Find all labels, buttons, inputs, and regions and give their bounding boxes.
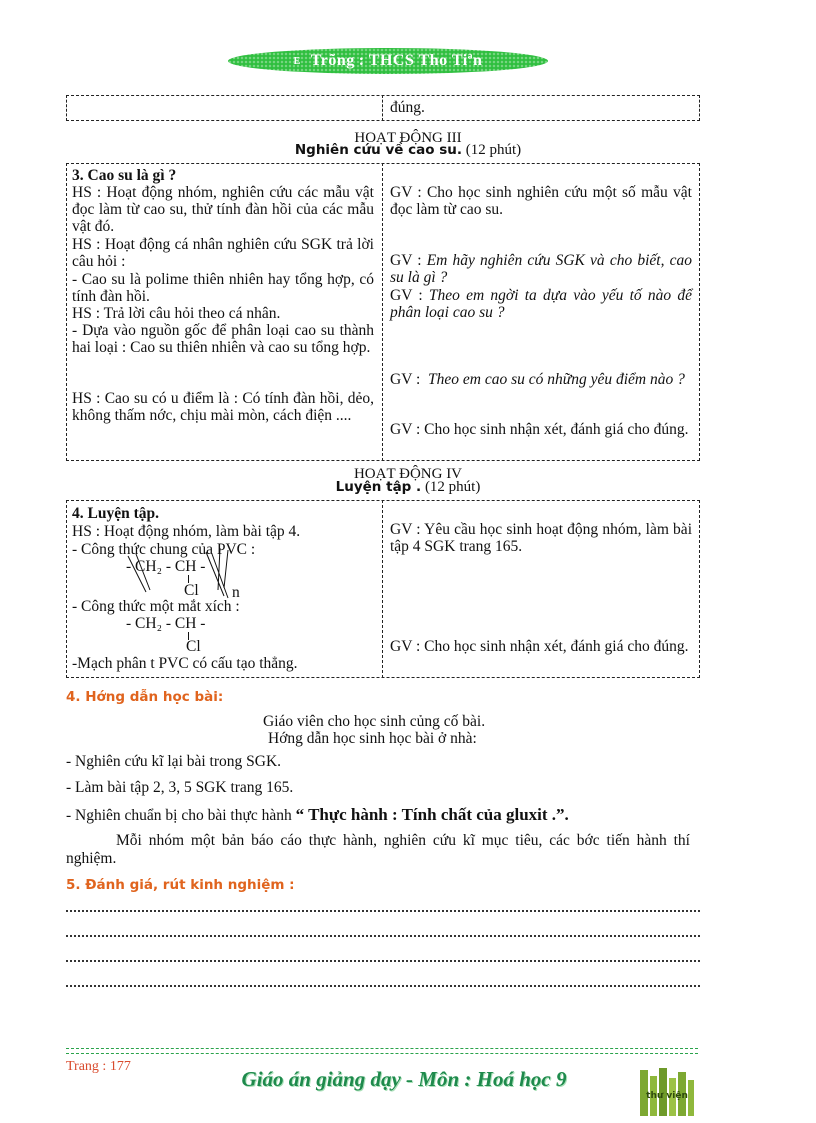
section3-right-q3: Theo em cao su có những yêu điểm nào ? (428, 371, 685, 388)
gv-prefix: GV : (390, 371, 421, 388)
section3-left-p3: - Cao su là polime thiên nhiên hay tổng hợp, có tính đàn hồi. (72, 271, 374, 305)
review-dotted-line-1 (66, 908, 700, 912)
pvc-cl-2: Cl (186, 638, 201, 655)
review-dotted-line-4 (66, 983, 700, 987)
guide-center-line2: Hớng dẫn học sinh học bài ở nhà: (268, 730, 477, 747)
section3-heading: 3. Cao su là gì ? (72, 167, 177, 184)
section3-subtitle-row (0, 143, 816, 158)
review-heading: 5. Đánh giá, rút kinh nghiệm : (66, 877, 295, 893)
guide-paragraph: Mỗi nhóm một bản báo cáo thực hành, nghiên cứu kĩ mục tiêu, các bớc tiến hành thí nghiệm. (66, 832, 690, 867)
section4-title: HOẠT ĐỘNG IV (353, 466, 463, 482)
section4-heading: 4. Luyện tập. (72, 505, 159, 522)
section4-divider (382, 500, 383, 678)
section3-subtitle: Nghiên cứu về cao su. (294, 142, 462, 158)
section4-duration: (12 phút) (424, 479, 481, 495)
section4-left-line3: - Công thức một mắt xích : (72, 598, 240, 615)
section3-duration: (12 phút) (465, 142, 522, 158)
section4-left-line2: - Công thức chung của PVC : (72, 541, 256, 558)
section3-right-p3 (390, 287, 692, 321)
gv-prefix: GV : (390, 252, 422, 269)
header-school-label: Trõng (310, 52, 355, 69)
section3-right-p5: GV : Cho học sinh nhận xét, đánh giá cho đúng. (390, 421, 689, 438)
pvc-formula-unit: - CH₂ - CH - (126, 615, 206, 632)
pvc-formula-general: - CH₂ - CH - (126, 558, 206, 575)
guide-heading: 4. Hớng dẫn học bài: (66, 689, 224, 705)
guide-item-2: - Làm bài tập 2, 3, 5 SGK trang 165. (66, 779, 294, 796)
page-number: Trang : 177 (66, 1059, 131, 1074)
pvc-subscript-n: n (232, 584, 240, 601)
header-school-name: : THCS Tho Tiªn (358, 52, 483, 69)
guide-item-3-prefix: - Nghiên chuẩn bị cho bài thực hành (66, 807, 292, 824)
bracket-strokes (120, 548, 240, 604)
section3-right-q2: Theo em ngời ta dựa vào yếu tố nào để phân loại cao su ? (390, 287, 692, 321)
top-row-right-text: đúng. (390, 99, 425, 116)
section3-title: HOẠT ĐỘNG III (354, 130, 462, 146)
school-header-banner (228, 48, 548, 74)
footer-rule-top (66, 1048, 698, 1049)
pvc-cl-1: Cl (184, 582, 199, 599)
gv-prefix: GV : (390, 287, 423, 304)
logo-text: thư viện (646, 1091, 688, 1101)
section4-right-p1: GV : Yêu cầu học sinh hoạt động nhóm, làm bài tập 4 SGK trang 165. (390, 521, 692, 555)
section3-left-p2: HS : Hoạt động cá nhân nghiên cứu SGK trả lời câu hỏi : (72, 236, 374, 270)
header-prefix: E (293, 55, 301, 67)
guide-center-line1: Giáo viên cho học sinh củng cố bài. (263, 713, 486, 730)
section3-left-p4: HS : Trả lời câu hỏi theo cá nhân. (72, 305, 281, 322)
library-logo-icon (636, 1064, 698, 1120)
section3-right-p1: GV : Cho học sinh nghiên cứu một số mẫu vật đọc làm từ cao su. (390, 184, 692, 218)
review-dotted-line-3 (66, 958, 700, 962)
section3-left-p5: - Dựa vào nguồn gốc để phân loại cao su thành hai loại : Cao su thiên nhiên và cao su tổng hợp. (72, 322, 374, 356)
section3-left-p1: HS : Hoạt động nhóm, nghiên cứu các mẫu vật đọc làm từ cao su, thử tính đàn hồi của các mẫu vật đó. (72, 184, 374, 235)
guide-item-1: - Nghiên cứu kĩ lại bài trong SGK. (66, 753, 282, 770)
table-divider (382, 95, 383, 121)
footer-title: Giáo án giảng dạy - Môn : Hoá học 9 (241, 1066, 567, 1091)
section4-left-line1: HS : Hoạt động nhóm, làm bài tập 4. (72, 523, 301, 540)
section3-right-q1: Em hãy nghiên cứu SGK và cho biết, cao su là gì ? (390, 252, 692, 286)
footer-rule-bottom (66, 1053, 698, 1054)
review-dotted-line-2 (66, 933, 700, 937)
section4-left-line4: -Mạch phân t PVC có cấu tạo thẳng. (72, 655, 298, 672)
section4-subtitle-row (0, 480, 816, 495)
section4-right-p2: GV : Cho học sinh nhận xét, đánh giá cho đúng. (390, 638, 689, 655)
guide-item-3 (66, 806, 569, 825)
section3-right-p4 (390, 371, 692, 388)
section4-subtitle: Luyện tập . (335, 479, 422, 495)
section3-right-p2 (390, 252, 692, 286)
section3-divider (382, 163, 383, 461)
guide-item-3-title: “ Thực hành : Tính chất của gluxit .”. (295, 805, 569, 824)
section3-left-p6: HS : Cao su có u điểm là : Có tính đàn hồi, dẻo, không thấm nớc, chịu mài mòn, cách điện .... (72, 390, 374, 424)
top-continuation-table (66, 95, 700, 121)
